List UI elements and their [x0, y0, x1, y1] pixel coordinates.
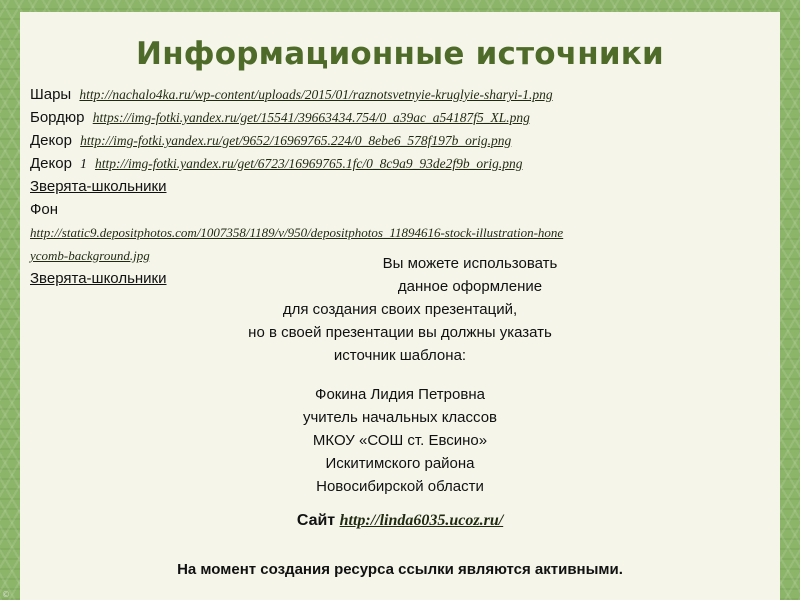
source-label: Фон	[30, 201, 59, 218]
site-link[interactable]: http://linda6035.ucoz.ru/	[339, 512, 504, 529]
author-line: учитель начальных классов	[302, 409, 498, 426]
source-label: Шары	[30, 86, 72, 103]
source-label-suffix: 1	[80, 156, 87, 171]
source-line-fon-url	[30, 224, 563, 241]
source-link[interactable]: ycomb-background.jpg	[30, 248, 150, 263]
source-link[interactable]: http://nachalo4ka.ru/wp-content/uploads/2015/01/raznotsvetnyie-kruglyie-sharyi-1.png	[79, 87, 553, 102]
source-line-balls	[30, 86, 553, 103]
author-line: Фокина Лидия Петровна	[315, 386, 485, 403]
source-link[interactable]: http://static9.depositphotos.com/1007358/1189/v/950/depositphotos_11894616-stock-illustration-hone	[30, 225, 564, 240]
source-link[interactable]: http://img-fotki.yandex.ru/get/6723/16969765.1fc/0_8c9a9_93de2f9b_orig.png	[95, 156, 523, 171]
zveryata-link[interactable]: Зверята-школьники	[30, 178, 167, 195]
notice-line: Вы можете использовать	[382, 255, 558, 272]
notice-line: для создания своих презентаций,	[282, 301, 518, 318]
slide	[20, 12, 780, 600]
footer-note: На момент создания ресурса ссылки являются активными.	[177, 561, 623, 578]
notice-line: но в своей презентации вы должны указать	[248, 324, 552, 341]
site-label: Сайт	[296, 512, 336, 529]
source-label: Декор	[30, 132, 72, 149]
author-line: Искитимского района	[325, 455, 475, 472]
source-line-border	[30, 109, 530, 126]
source-line-fon	[30, 201, 58, 218]
source-line-decor	[30, 132, 511, 149]
watermark-icon: ©	[2, 590, 10, 599]
author-line: МКОУ «СОШ ст. Евсино»	[312, 432, 488, 449]
page-title: Информационные источники	[136, 36, 664, 72]
source-label: Декор	[30, 155, 72, 172]
source-label: Бордюр	[30, 109, 85, 126]
source-link[interactable]: https://img-fotki.yandex.ru/get/15541/39663434.754/0_a39ac_a54187f5_XL.png	[92, 110, 530, 125]
notice-line: данное оформление	[397, 278, 543, 295]
author-line: Новосибирской области	[316, 478, 484, 495]
source-line-decor-1	[30, 155, 522, 172]
source-line-fon-url-cont	[30, 247, 150, 264]
site-line	[20, 512, 780, 530]
source-link[interactable]: http://img-fotki.yandex.ru/get/9652/16969765.224/0_8ebe6_578f197b_orig.png	[80, 133, 512, 148]
source-line-zveryata-2	[30, 270, 167, 287]
notice-line: источник шаблона:	[333, 347, 467, 364]
source-line-zveryata-1	[30, 178, 167, 195]
zveryata-link[interactable]: Зверята-школьники	[30, 270, 167, 287]
